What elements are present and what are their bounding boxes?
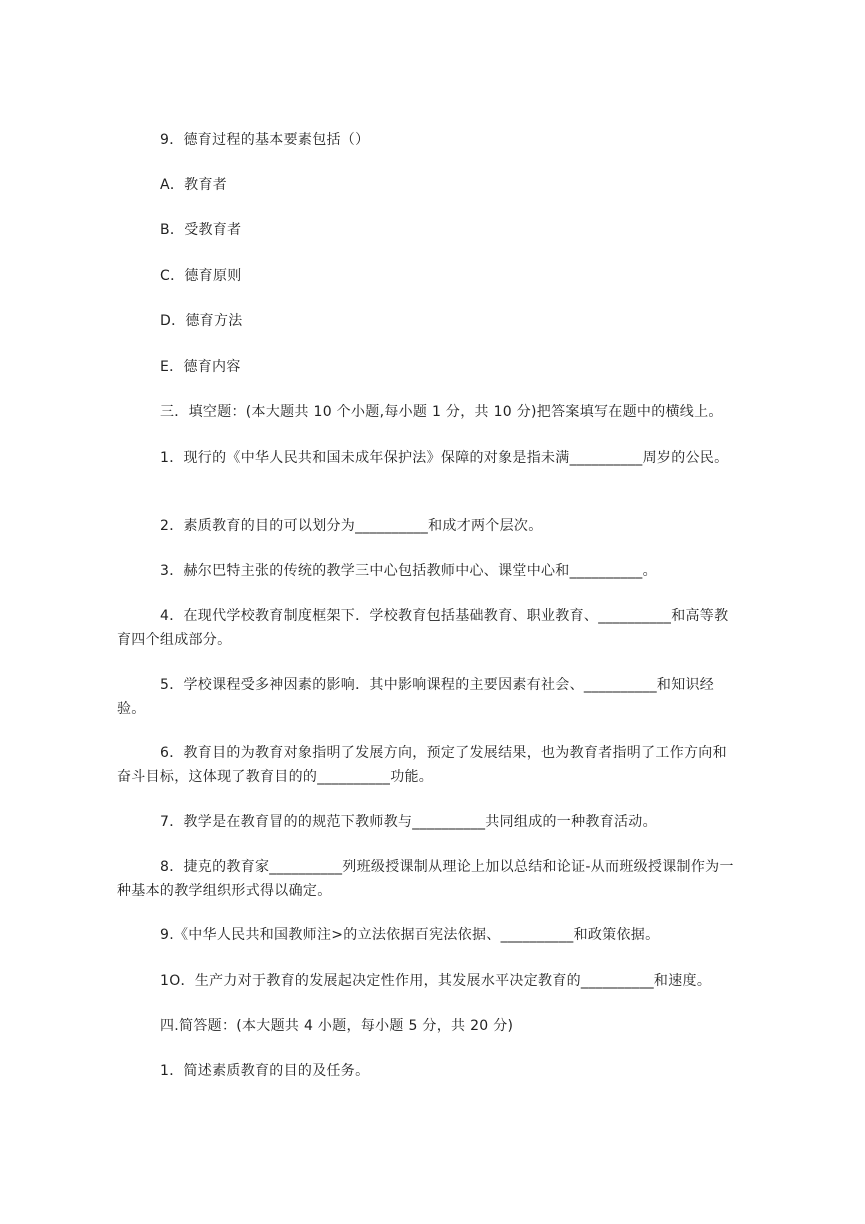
- section-3-heading: 三．填空题：(本大题共 10 个小题,每小题 1 分，共 10 分)把答案填写在题中的横线上。: [160, 404, 723, 420]
- section-4-heading: 四.简答题：(本大题共 4 小题，每小题 5 分，共 20 分): [160, 1018, 514, 1034]
- option-c: C．德育原则: [160, 268, 242, 284]
- fill-blank-item-9: 9.《中华人民共和国教师注>的立法依据百宪法依据、__________和政策依据。: [160, 927, 660, 943]
- fill-blank-item-4: 4．在现代学校教育制度框架下．学校教育包括基础教育、职业教育、__________和高等教育四个组成部分。: [117, 608, 729, 648]
- option-a: A．教育者: [160, 177, 228, 193]
- fill-blank-item-3: 3．赫尔巴特主张的传统的教学三中心包括教师中心、课堂中心和__________。: [160, 563, 657, 579]
- fill-blank-item-7: 7．教学是在教育冒的的规范下教师教与__________共同组成的一种教育活动。: [160, 814, 657, 830]
- fill-blank-item-8: 8．捷克的教育家__________列班级授课制从理论上加以总结和论证-从而班级授课制作为一种基本的教学组织形式得以确定。: [117, 859, 734, 899]
- option-d: D．德育方法: [160, 313, 243, 329]
- fill-blank-item-6: 6．教育目的为教育对象指明了发展方向，预定了发展结果，也为教育者指明了工作方向和奋斗目标，这体现了教育目的的__________功能。: [117, 745, 727, 785]
- short-answer-item-1: 1．简述素质教育的目的及任务。: [160, 1063, 370, 1079]
- question-9-stem: 9．德育过程的基本要素包括（）: [160, 132, 370, 148]
- fill-blank-item-5: 5．学校课程受多神因素的影响．其中影响课程的主要因素有社会、__________和知识经验。: [117, 677, 715, 717]
- fill-blank-item-10: 1O．生产力对于教育的发展起决定性作用，其发展水平决定教育的__________和速度。: [160, 973, 712, 989]
- fill-blank-item-1: 1．现行的《中华人民共和国未成年保护法》保障的对象是指未满__________周岁的公民。: [160, 450, 729, 466]
- option-e: E．德育内容: [160, 359, 241, 375]
- fill-blank-item-2: 2．素质教育的目的可以划分为__________和成才两个层次。: [160, 518, 543, 534]
- option-b: B．受教育者: [160, 222, 242, 238]
